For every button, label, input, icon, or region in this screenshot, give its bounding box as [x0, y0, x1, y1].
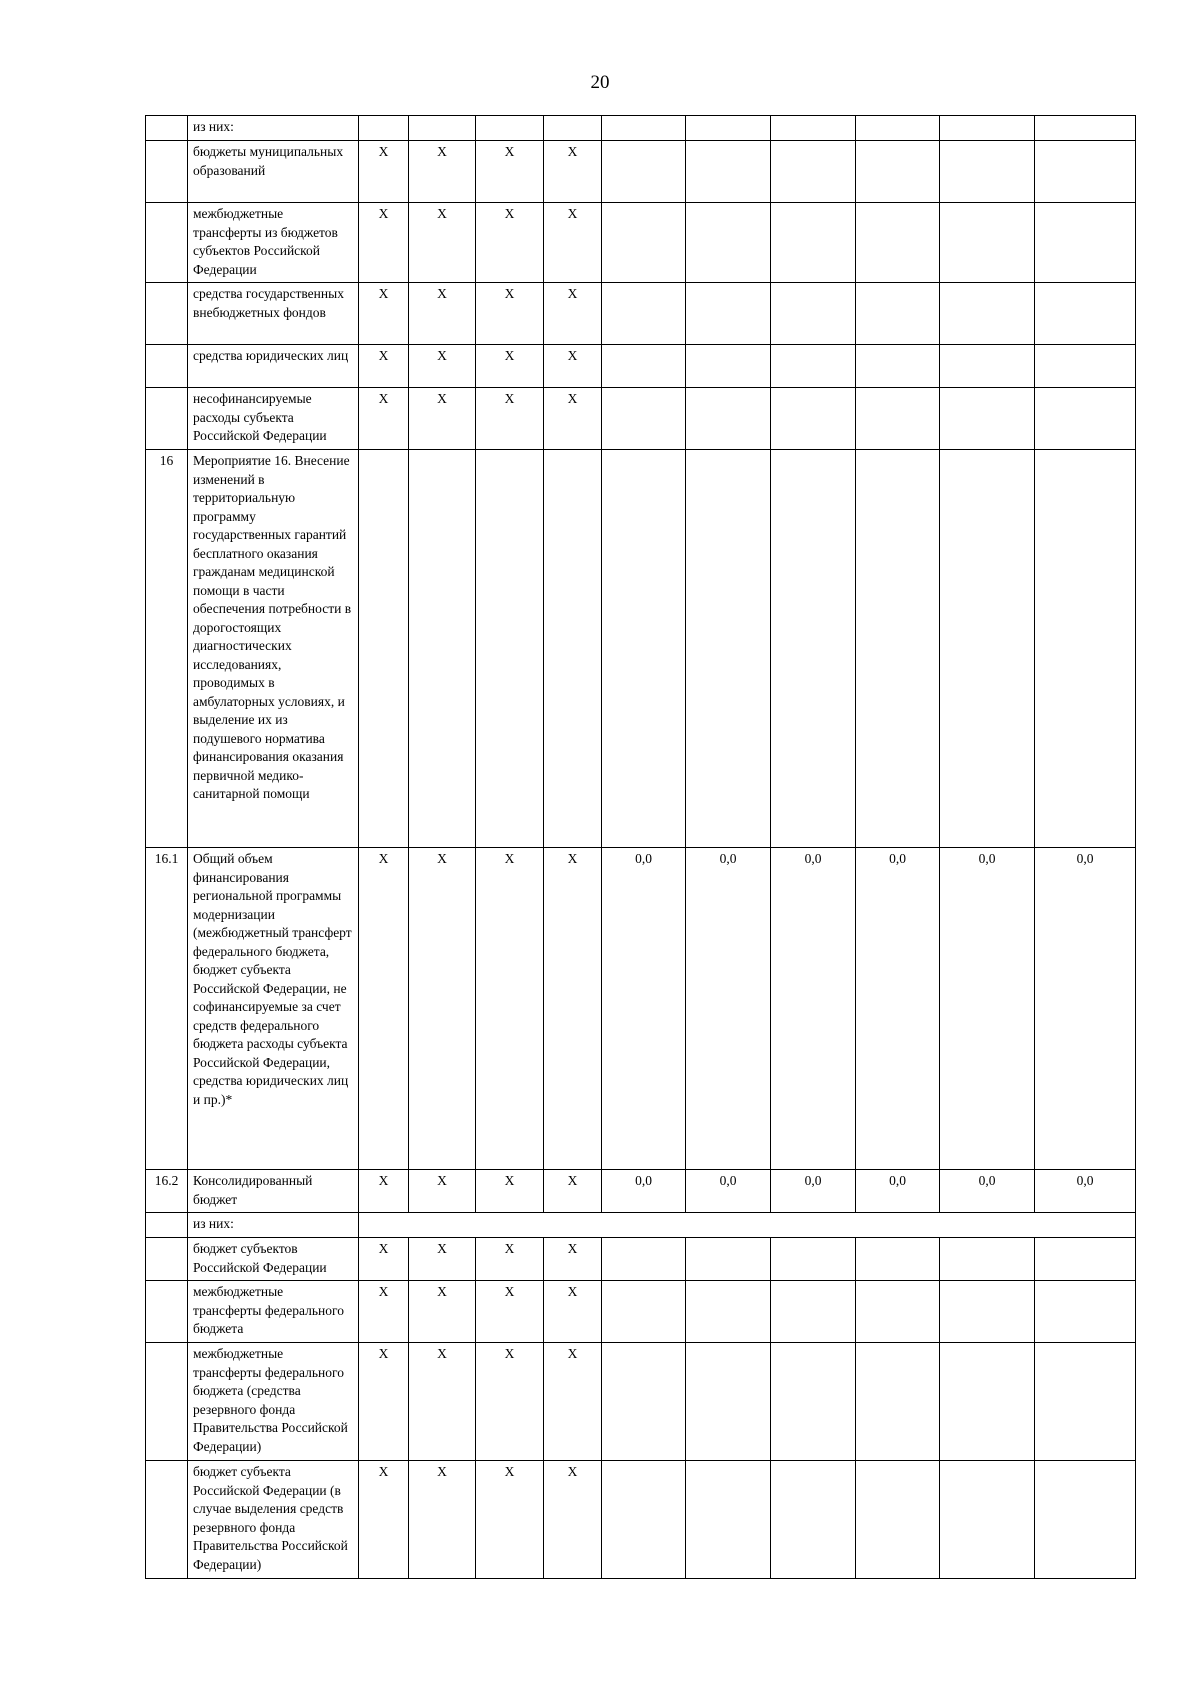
- x-mark-cell: Х: [544, 388, 602, 450]
- x-mark-cell: Х: [359, 1281, 409, 1343]
- x-mark-cell: Х: [544, 1238, 602, 1281]
- empty-cell: [771, 388, 856, 450]
- x-mark-cell: Х: [409, 345, 476, 388]
- row-number: [146, 1461, 188, 1579]
- empty-cell: [602, 1343, 686, 1461]
- x-mark-cell: Х: [359, 1238, 409, 1281]
- empty-cell: [771, 345, 856, 388]
- empty-cell: [409, 116, 476, 141]
- table-row: [146, 283, 1136, 345]
- row-number: [146, 1281, 188, 1343]
- row-name: межбюджетные трансферты федерального бюджета: [188, 1281, 359, 1343]
- empty-cell: [940, 1461, 1035, 1579]
- empty-cell: [1035, 1343, 1136, 1461]
- table-row: [146, 345, 1136, 388]
- empty-cell: [1035, 388, 1136, 450]
- value-cell: 0,0: [856, 1170, 940, 1213]
- x-mark-cell: Х: [359, 1343, 409, 1461]
- empty-cell: [602, 1238, 686, 1281]
- value-cell: 0,0: [771, 848, 856, 1170]
- value-cell: 0,0: [602, 1170, 686, 1213]
- empty-cell: [771, 1281, 856, 1343]
- x-mark-cell: Х: [476, 1238, 544, 1281]
- empty-cell: [359, 450, 409, 848]
- empty-cell: [686, 283, 771, 345]
- x-mark-cell: Х: [359, 203, 409, 283]
- row-number: 16.2: [146, 1170, 188, 1213]
- empty-cell: [686, 141, 771, 203]
- table-row: [146, 1343, 1136, 1461]
- empty-cell: [1035, 1461, 1136, 1579]
- empty-cell: [476, 450, 544, 848]
- row-name: Общий объем финансирования региональной программы модернизации (межбюджетный трансферт федерального бюджета, бюджет субъекта Российской Федерации, не софинансируемые за счет средств федерального бюджета расходы субъекта Российской Федерации, средства юридических лиц и пр.)*: [188, 848, 359, 1170]
- empty-cell: [602, 345, 686, 388]
- empty-cell: [771, 141, 856, 203]
- row-number: [146, 203, 188, 283]
- value-cell: 0,0: [771, 1170, 856, 1213]
- empty-cell: [771, 203, 856, 283]
- empty-cell: [940, 1238, 1035, 1281]
- value-cell: 0,0: [602, 848, 686, 1170]
- table-row: [146, 1461, 1136, 1579]
- x-mark-cell: Х: [409, 283, 476, 345]
- empty-cell: [686, 1461, 771, 1579]
- value-cell: 0,0: [856, 848, 940, 1170]
- row-number: [146, 1343, 188, 1461]
- empty-cell: [856, 1238, 940, 1281]
- empty-cell: [856, 1461, 940, 1579]
- x-mark-cell: Х: [359, 283, 409, 345]
- row-name: Мероприятие 16. Внесение изменений в территориальную программу государственных гарантий бесплатного оказания гражданам медицинской помощи в части обеспечения потребности в дорогостоящих диагностических исследованиях, проводимых в амбулаторных условиях, и выделение их из подушевого норматива финансирования оказания первичной медико-санитарной помощи: [188, 450, 359, 848]
- page-number: 20: [590, 72, 610, 93]
- x-mark-cell: Х: [476, 388, 544, 450]
- x-mark-cell: Х: [476, 1170, 544, 1213]
- empty-cell: [1035, 203, 1136, 283]
- table-row: [146, 1238, 1136, 1281]
- table-row: [146, 1170, 1136, 1213]
- empty-cell: [686, 116, 771, 141]
- empty-cell: [1035, 345, 1136, 388]
- row-name: бюджет субъектов Российской Федерации: [188, 1238, 359, 1281]
- x-mark-cell: Х: [544, 1461, 602, 1579]
- empty-cell: [544, 450, 602, 848]
- empty-cell: [856, 283, 940, 345]
- financing-table: [145, 115, 1136, 1579]
- x-mark-cell: Х: [359, 388, 409, 450]
- x-mark-cell: Х: [544, 1343, 602, 1461]
- value-cell: 0,0: [686, 848, 771, 1170]
- empty-cell: [1035, 1238, 1136, 1281]
- x-mark-cell: Х: [544, 1281, 602, 1343]
- x-mark-cell: Х: [409, 203, 476, 283]
- empty-cell: [1035, 141, 1136, 203]
- row-number: 16: [146, 450, 188, 848]
- row-number: [146, 1238, 188, 1281]
- x-mark-cell: Х: [409, 1238, 476, 1281]
- table-row: [146, 848, 1136, 1170]
- x-mark-cell: Х: [409, 1461, 476, 1579]
- table-row: [146, 1281, 1136, 1343]
- x-mark-cell: Х: [359, 1170, 409, 1213]
- empty-cell: [771, 116, 856, 141]
- empty-cell: [856, 141, 940, 203]
- row-name: межбюджетные трансферты федерального бюджета (средства резервного фонда Правительства Российской Федерации): [188, 1343, 359, 1461]
- empty-cell: [771, 283, 856, 345]
- x-mark-cell: Х: [476, 1461, 544, 1579]
- row-number: [146, 141, 188, 203]
- x-mark-cell: Х: [476, 1343, 544, 1461]
- x-mark-cell: Х: [409, 848, 476, 1170]
- empty-cell: [940, 141, 1035, 203]
- row-number: 16.1: [146, 848, 188, 1170]
- x-mark-cell: Х: [476, 141, 544, 203]
- empty-cell: [602, 116, 686, 141]
- value-cell: 0,0: [1035, 1170, 1136, 1213]
- table-row: [146, 1213, 1136, 1238]
- table-row: [146, 450, 1136, 848]
- empty-cell: [771, 1238, 856, 1281]
- x-mark-cell: Х: [409, 388, 476, 450]
- empty-cell: [686, 345, 771, 388]
- row-number: [146, 283, 188, 345]
- empty-cell: [940, 450, 1035, 848]
- empty-cell: [1035, 116, 1136, 141]
- table-row: [146, 116, 1136, 141]
- empty-cell: [940, 283, 1035, 345]
- x-mark-cell: Х: [476, 203, 544, 283]
- row-number: [146, 345, 188, 388]
- empty-cell: [940, 116, 1035, 141]
- empty-cell: [602, 388, 686, 450]
- empty-cell: [686, 1343, 771, 1461]
- x-mark-cell: Х: [476, 1281, 544, 1343]
- empty-cell: [686, 450, 771, 848]
- empty-cell: [856, 116, 940, 141]
- x-mark-cell: Х: [476, 848, 544, 1170]
- empty-cell: [940, 203, 1035, 283]
- empty-cell: [856, 450, 940, 848]
- empty-cell: [856, 203, 940, 283]
- x-mark-cell: Х: [476, 345, 544, 388]
- empty-cell: [476, 116, 544, 141]
- empty-cell: [602, 141, 686, 203]
- empty-cell: [686, 1238, 771, 1281]
- empty-cell: [602, 450, 686, 848]
- empty-cell: [771, 1343, 856, 1461]
- row-name: межбюджетные трансферты из бюджетов субъектов Российской Федерации: [188, 203, 359, 283]
- empty-span-cell: [359, 1213, 1136, 1238]
- x-mark-cell: Х: [544, 1170, 602, 1213]
- x-mark-cell: Х: [359, 141, 409, 203]
- x-mark-cell: Х: [476, 283, 544, 345]
- value-cell: 0,0: [686, 1170, 771, 1213]
- empty-cell: [856, 1343, 940, 1461]
- value-cell: 0,0: [940, 848, 1035, 1170]
- x-mark-cell: Х: [544, 203, 602, 283]
- row-name: Консолидированный бюджет: [188, 1170, 359, 1213]
- x-mark-cell: Х: [544, 141, 602, 203]
- empty-cell: [1035, 283, 1136, 345]
- row-name: средства юридических лиц: [188, 345, 359, 388]
- row-number: [146, 1213, 188, 1238]
- x-mark-cell: Х: [409, 1343, 476, 1461]
- x-mark-cell: Х: [409, 1281, 476, 1343]
- empty-cell: [359, 116, 409, 141]
- empty-cell: [940, 1343, 1035, 1461]
- x-mark-cell: Х: [544, 283, 602, 345]
- row-name: из них:: [188, 1213, 359, 1238]
- value-cell: 0,0: [1035, 848, 1136, 1170]
- row-number: [146, 388, 188, 450]
- row-name: из них:: [188, 116, 359, 141]
- row-name: бюджеты муниципальных образований: [188, 141, 359, 203]
- x-mark-cell: Х: [544, 345, 602, 388]
- empty-cell: [686, 203, 771, 283]
- empty-cell: [602, 1281, 686, 1343]
- row-number: [146, 116, 188, 141]
- table-row: [146, 141, 1136, 203]
- empty-cell: [686, 388, 771, 450]
- empty-cell: [771, 450, 856, 848]
- empty-cell: [1035, 450, 1136, 848]
- empty-cell: [686, 1281, 771, 1343]
- row-name: бюджет субъекта Российской Федерации (в случае выделения средств резервного фонда Правительства Российской Федерации): [188, 1461, 359, 1579]
- x-mark-cell: Х: [544, 848, 602, 1170]
- x-mark-cell: Х: [359, 1461, 409, 1579]
- empty-cell: [940, 1281, 1035, 1343]
- empty-cell: [940, 345, 1035, 388]
- empty-cell: [602, 283, 686, 345]
- x-mark-cell: Х: [409, 1170, 476, 1213]
- empty-cell: [940, 388, 1035, 450]
- empty-cell: [602, 203, 686, 283]
- empty-cell: [856, 345, 940, 388]
- empty-cell: [602, 1461, 686, 1579]
- empty-cell: [771, 1461, 856, 1579]
- value-cell: 0,0: [940, 1170, 1035, 1213]
- row-name: средства государственных внебюджетных фондов: [188, 283, 359, 345]
- x-mark-cell: Х: [359, 848, 409, 1170]
- empty-cell: [856, 388, 940, 450]
- x-mark-cell: Х: [409, 141, 476, 203]
- table-row: [146, 388, 1136, 450]
- empty-cell: [409, 450, 476, 848]
- x-mark-cell: Х: [359, 345, 409, 388]
- row-name: несофинансируемые расходы субъекта Российской Федерации: [188, 388, 359, 450]
- empty-cell: [856, 1281, 940, 1343]
- empty-cell: [1035, 1281, 1136, 1343]
- empty-cell: [544, 116, 602, 141]
- table-row: [146, 203, 1136, 283]
